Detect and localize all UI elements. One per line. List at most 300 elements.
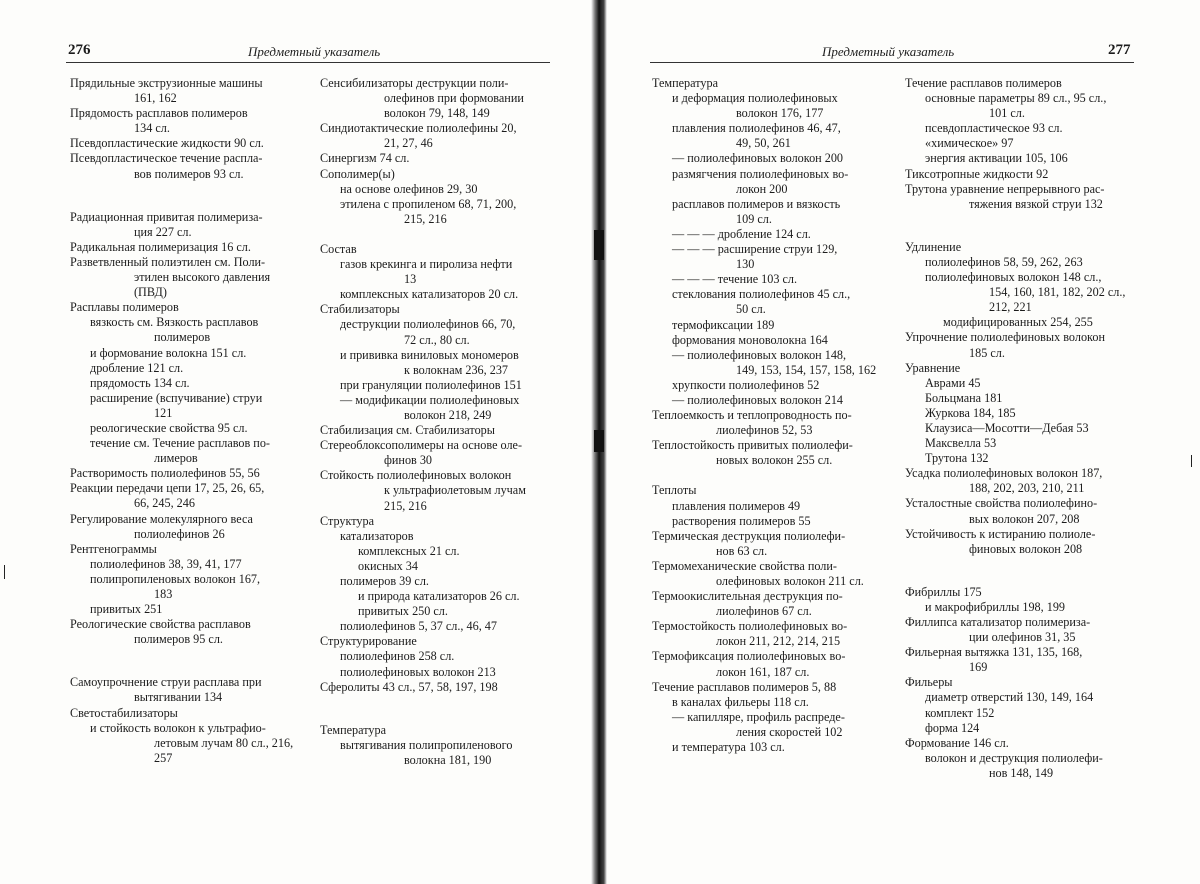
index-entry-line: хрупкости полиолефинов 52: [672, 377, 820, 392]
index-subentry: [652, 151, 892, 166]
index-entry-line: размягчения полиолефиновых во-: [672, 166, 849, 181]
index-entry: [70, 255, 302, 300]
index-entry-line: — капилляре, профиль распреде-: [672, 709, 845, 724]
index-subentry: [320, 317, 552, 347]
index-entry-line: основные параметры 89 сл., 95 сл.,: [925, 91, 1107, 106]
index-entry-line: и природа катализаторов 26 сл.: [358, 589, 520, 604]
index-subentry: [70, 376, 302, 391]
index-entry-line: ления скоростей 102: [736, 724, 843, 739]
index-entry-line: формования моноволокна 164: [672, 332, 828, 347]
index-entry: [652, 76, 892, 91]
index-entry-line: модифицированных 254, 255: [943, 315, 1093, 330]
index-subentry: [70, 721, 302, 766]
index-entry-line: 109 сл.: [736, 211, 772, 226]
index-entry-line: Формование 146 сл.: [905, 735, 1009, 750]
index-entry-line: Уравнение: [905, 360, 961, 375]
right-running-head: Предметный указатель: [822, 44, 955, 59]
index-entry-line: Псевдопластическое течение распла-: [70, 151, 263, 166]
index-subentry: [652, 287, 892, 317]
index-entry-line: — — — дробление 124 сл.: [672, 226, 811, 241]
index-entry: [905, 527, 1137, 557]
right-index-column-1: [652, 76, 892, 755]
index-subentry: [320, 182, 552, 197]
index-entry-line: диаметр отверстий 130, 149, 164: [925, 690, 1094, 705]
index-entry-line: к волокнам 236, 237: [404, 362, 509, 377]
index-entry-line: вытягивания полипропиленового: [340, 737, 513, 752]
index-entry: [70, 76, 302, 106]
index-entry-line: привитых 251: [90, 602, 163, 617]
index-entry-line: вытягивании 134: [134, 690, 223, 705]
entry-spacer: [905, 212, 1137, 240]
index-subentry: [320, 665, 552, 680]
index-entry: [70, 151, 302, 181]
index-entry: [70, 542, 302, 557]
index-entry-line: Удлинение: [905, 239, 962, 254]
index-entry-line: Усадка полиолефиновых волокон 187,: [905, 466, 1103, 481]
index-entry-line: 101 сл.: [989, 106, 1025, 121]
index-subentry: [70, 361, 302, 376]
index-entry-line: к ультрафиолетовым лучам: [384, 483, 526, 498]
index-subentry: [320, 649, 552, 664]
index-entry-line: Фильеры: [905, 675, 953, 690]
index-entry-line: катализаторов: [340, 528, 414, 543]
index-entry-line: ция 227 сл.: [134, 224, 192, 239]
index-entry-line: Термофиксация полиолефиновых во-: [652, 649, 846, 664]
index-entry-line: в каналах фильеры 118 сл.: [672, 694, 809, 709]
index-entry: [652, 649, 892, 679]
index-entry-line: Теплоты: [652, 483, 697, 498]
index-entry-line: полимеров 39 сл.: [340, 574, 429, 588]
index-entry-line: вых волокон 207, 208: [969, 511, 1080, 526]
index-entry-line: 134 сл.: [134, 121, 170, 136]
right-index-column-2: [905, 76, 1137, 781]
index-entry-line: газов крекинга и пиролиза нефти: [340, 257, 513, 272]
index-entry-line: волокон 176, 177: [736, 106, 824, 121]
index-entry-line: Структурирование: [320, 634, 417, 649]
index-entry-line: этилена с пропиленом 68, 71, 200,: [340, 196, 517, 211]
index-subentry: [652, 167, 892, 197]
index-subentry: [652, 514, 892, 529]
index-entry-line: Сенсибилизаторы деструкции поли-: [320, 76, 509, 90]
index-entry-line: Тиксотропные жидкости 92: [905, 166, 1049, 181]
index-entry-line: 185 сл.: [969, 345, 1005, 360]
index-entry: [905, 675, 1137, 690]
index-entry-line: Клаузиса—Мосотти—Дебая 53: [925, 420, 1089, 435]
index-subentry: [652, 197, 892, 227]
index-entry: [320, 514, 552, 529]
index-subentry: [320, 348, 552, 378]
index-entry-line: Реакции передачи цепи 17, 25, 26, 65,: [70, 481, 265, 496]
index-entry: [905, 736, 1137, 751]
index-entry-line: Фильерная вытяжка 131, 135, 168,: [905, 645, 1083, 660]
index-entry-line: Регулирование молекулярного веса: [70, 511, 253, 526]
index-entry-line: волокон 79, 148, 149: [384, 106, 490, 121]
index-subentry: [905, 706, 1137, 721]
index-entry: [320, 423, 552, 438]
index-subentry: [652, 227, 892, 242]
index-entry-line: локон 211, 212, 214, 215: [716, 634, 841, 649]
index-subentry: [905, 91, 1137, 121]
index-entry-line: локон 200: [736, 181, 788, 196]
index-subentry: [652, 740, 892, 755]
entry-spacer: [70, 182, 302, 210]
index-entry-line: лиолефинов 52, 53: [716, 423, 813, 438]
index-entry: [905, 330, 1137, 360]
index-entry-line: полиолефинов 5, 37 сл., 46, 47: [340, 619, 497, 634]
entry-spacer: [905, 557, 1137, 585]
index-entry-line: летовым лучам 80 сл., 216,: [154, 735, 294, 750]
index-subentry: [652, 695, 892, 710]
index-entry-line: и формование волокна 151 сл.: [90, 345, 247, 360]
index-entry-line: 50 сл.: [736, 302, 766, 317]
index-entry: [652, 589, 892, 619]
index-entry-line: Сополимер(ы): [320, 166, 395, 181]
index-entry: [320, 151, 552, 166]
index-subentry: [652, 393, 892, 408]
index-subentry: [320, 738, 552, 768]
entry-spacer: [320, 227, 552, 242]
index-entry-line: термофиксации 189: [672, 317, 775, 332]
index-entry-line: Филлипса катализатор полимериза-: [905, 615, 1091, 629]
index-entry: [320, 76, 552, 121]
index-subentry: [652, 272, 892, 287]
index-entry-line: Температура: [320, 722, 386, 737]
index-entry-line: Структура: [320, 513, 374, 528]
index-entry-line: Течение расплавов полимеров 5, 88: [652, 679, 837, 694]
index-entry: [70, 706, 302, 721]
index-entry-line: Прядомость расплавов полимеров: [70, 106, 248, 121]
index-entry: [320, 167, 552, 182]
index-entry-line: Растворимость полиолефинов 55, 56: [70, 466, 260, 481]
index-entry: [320, 302, 552, 317]
index-entry-line: растворения полимеров 55: [672, 513, 811, 528]
index-entry-line: прядомость 134 сл.: [90, 375, 190, 390]
index-entry-line: волокон 218, 249: [404, 407, 492, 422]
index-entry-line: 149, 153, 154, 157, 158, 162: [736, 362, 877, 377]
index-entry: [70, 512, 302, 542]
index-subentry: [320, 287, 552, 302]
index-entry-line: Термическая деструкция полиолефи-: [652, 528, 846, 543]
index-entry: [905, 585, 1137, 600]
index-entry-line: и температура 103 сл.: [672, 740, 785, 755]
index-entry-line: полимеров 95 сл.: [134, 632, 223, 647]
index-entry-line: Течение расплавов полимеров: [905, 76, 1062, 90]
left-index-column-2: [320, 76, 552, 768]
index-subentry: [652, 91, 892, 121]
index-entry-line: Термостойкость полиолефиновых во-: [652, 619, 848, 634]
index-entry-line: Самоупрочнение струи расплава при: [70, 675, 262, 690]
index-subentry: [320, 378, 552, 393]
index-entry: [70, 136, 302, 151]
index-entry-line: комплексных 21 сл.: [358, 543, 460, 558]
index-entry-line: «химическое» 97: [925, 136, 1014, 151]
index-entry: [905, 361, 1137, 376]
index-entry-line: — полиолефиновых волокон 148,: [672, 347, 847, 362]
index-subentry: [70, 346, 302, 361]
index-entry: [652, 559, 892, 589]
index-subentry: [320, 257, 552, 287]
index-entry-line: Упрочнение полиолефиновых волокон: [905, 330, 1105, 345]
index-subentry: [905, 436, 1137, 451]
index-subentry: [70, 436, 302, 466]
index-entry-line: олефиновых волокон 211 сл.: [716, 574, 864, 588]
index-subentry: [905, 600, 1137, 615]
index-entry-line: 13: [404, 272, 417, 287]
index-entry-line: комплексных катализаторов 20 сл.: [340, 287, 519, 302]
index-entry-line: и деформация полиолефиновых: [672, 91, 838, 106]
index-subentry: [320, 529, 552, 544]
index-entry-line: Стойкость полиолефиновых волокон: [320, 468, 512, 483]
index-entry: [320, 680, 552, 695]
index-subentry: [652, 121, 892, 151]
index-entry: [70, 617, 302, 647]
index-entry-line: Рентгенограммы: [70, 541, 157, 556]
index-subentry: [652, 242, 892, 272]
index-entry: [320, 438, 552, 468]
index-entry: [320, 634, 552, 649]
index-entry-line: нов 148, 149: [989, 765, 1054, 780]
index-entry-line: полиолефинов 258 сл.: [340, 649, 455, 664]
index-entry-line: Состав: [320, 241, 357, 256]
scan-artifact: [4, 565, 5, 579]
left-running-head: Предметный указатель: [248, 44, 381, 59]
index-entry-line: олефинов при формовании: [384, 91, 524, 106]
index-subentry: [70, 391, 302, 421]
index-entry-line: 257: [154, 750, 173, 765]
index-entry: [652, 408, 892, 438]
index-entry-line: и прививка виниловых мономеров: [340, 347, 519, 362]
index-entry-line: 161, 162: [134, 91, 177, 106]
index-entry: [652, 483, 892, 498]
index-entry-line: Теплоемкость и теплопроводность по-: [652, 408, 852, 423]
index-entry-line: форма 124: [925, 720, 980, 735]
index-entry-line: Теплостойкость привитых полиолефи-: [652, 438, 853, 453]
index-entry-line: (ПВД): [134, 285, 167, 300]
index-entry-line: деструкции полиолефинов 66, 70,: [340, 317, 516, 332]
index-entry-line: 21, 27, 46: [384, 136, 433, 151]
index-subentry: [905, 315, 1137, 330]
left-index-column-1: [70, 76, 302, 766]
index-entry-line: Стереоблоксополимеры на основе оле-: [320, 438, 523, 453]
index-entry-line: стеклования полиолефинов 45 сл.,: [672, 287, 851, 302]
index-subentry: [652, 710, 892, 740]
index-entry-line: 215, 216: [404, 211, 447, 226]
right-page: [600, 0, 1200, 884]
index-entry-line: полиолефинов 26: [134, 526, 225, 541]
index-entry-line: Температура: [652, 76, 718, 90]
index-subentry: [652, 318, 892, 333]
index-entry-line: энергия активации 105, 106: [925, 151, 1068, 166]
index-entry-line: окисных 34: [358, 558, 418, 573]
index-entry: [320, 723, 552, 738]
right-page-number: 277: [1108, 42, 1131, 58]
index-entry-line: полиолефиновых волокон 148 сл.,: [925, 270, 1102, 285]
index-entry: [905, 496, 1137, 526]
index-entry-line: привитых 250 сл.: [358, 604, 448, 619]
index-entry-line: вязкость см. Вязкость расплавов: [90, 315, 259, 330]
index-entry-line: Синдиотактические полиолефины 20,: [320, 121, 517, 136]
index-entry-line: Синергизм 74 сл.: [320, 151, 410, 166]
index-subentry: [652, 348, 892, 378]
index-subentry: [320, 619, 552, 634]
index-entry-line: вов полимеров 93 сл.: [134, 166, 244, 181]
index-subentry: [905, 751, 1137, 781]
index-entry-line: 121: [154, 405, 173, 420]
index-subentry: [320, 544, 552, 559]
index-entry-line: Светостабилизаторы: [70, 705, 178, 720]
index-subentry: [905, 270, 1137, 315]
index-entry-line: реологические свойства 95 сл.: [90, 420, 248, 435]
index-subentry: [320, 393, 552, 423]
index-entry-line: Усталостные свойства полиолефино-: [905, 496, 1098, 511]
left-page-number: 276: [68, 42, 91, 58]
index-entry: [70, 240, 302, 255]
index-entry-line: Термомеханические свойства поли-: [652, 558, 837, 573]
index-entry-line: 215, 216: [384, 498, 427, 513]
index-entry-line: расплавов полимеров и вязкость: [672, 196, 841, 211]
index-entry: [70, 466, 302, 481]
index-entry: [652, 529, 892, 559]
index-entry: [320, 242, 552, 257]
index-entry-line: и стойкость волокон к ультрафио-: [90, 720, 266, 735]
index-subentry: [905, 121, 1137, 136]
index-subentry: [905, 391, 1137, 406]
index-entry-line: локон 161, 187 сл.: [716, 664, 810, 679]
index-entry-line: полиолефинов 38, 39, 41, 177: [90, 556, 242, 571]
entry-spacer: [70, 647, 302, 675]
index-subentry: [652, 378, 892, 393]
index-entry: [652, 680, 892, 695]
index-entry-line: 183: [154, 587, 173, 601]
index-entry-line: ции олефинов 31, 35: [969, 630, 1076, 645]
index-entry: [905, 76, 1137, 91]
index-entry-line: тяжения вязкой струи 132: [969, 196, 1103, 211]
index-entry-line: при грануляции полиолефинов 151: [340, 377, 522, 392]
index-entry-line: полиолефинов 58, 59, 262, 263: [925, 254, 1083, 269]
index-subentry: [905, 451, 1137, 466]
index-entry-line: — полиолефиновых волокон 214: [672, 392, 844, 407]
index-entry-line: Фибриллы 175: [905, 584, 982, 599]
index-entry-line: — — — течение 103 сл.: [672, 272, 798, 287]
index-subentry: [905, 136, 1137, 151]
index-entry-line: Термоокислительная деструкция по-: [652, 589, 843, 604]
index-entry-line: Расплавы полимеров: [70, 300, 179, 315]
index-entry: [905, 615, 1137, 645]
index-subentry: [70, 602, 302, 617]
index-entry-line: 169: [969, 660, 988, 675]
index-entry: [70, 300, 302, 315]
index-entry: [652, 619, 892, 649]
index-entry-line: новых волокон 255 сл.: [716, 453, 833, 468]
index-entry-line: волокна 181, 190: [404, 752, 492, 767]
index-entry: [70, 675, 302, 705]
index-subentry: [905, 406, 1137, 421]
index-entry-line: полипропиленовых волокон 167,: [90, 571, 261, 586]
index-entry: [905, 167, 1137, 182]
index-entry-line: 72 сл., 80 сл.: [404, 332, 470, 347]
index-entry-line: Максвелла 53: [925, 436, 997, 451]
index-entry: [70, 481, 302, 511]
index-entry-line: Реологические свойства расплавов: [70, 617, 251, 632]
index-entry-line: Разветвленный полиэтилен см. Поли-: [70, 254, 266, 269]
index-entry-line: и макрофибриллы 198, 199: [925, 599, 1066, 614]
index-entry: [320, 121, 552, 151]
index-entry-line: Устойчивость к истиранию полиоле-: [905, 526, 1096, 541]
index-entry: [70, 106, 302, 136]
index-entry-line: лимеров: [154, 451, 198, 466]
entry-spacer: [652, 468, 892, 483]
index-entry: [652, 438, 892, 468]
index-entry-line: этилен высокого давления: [134, 270, 271, 285]
index-subentry: [320, 604, 552, 619]
index-entry-line: Стабилизаторы: [320, 302, 400, 317]
index-subentry: [652, 499, 892, 514]
index-entry-line: Трутона уравнение непрерывного рас-: [905, 181, 1105, 196]
entry-spacer: [320, 695, 552, 723]
index-subentry: [320, 589, 552, 604]
index-subentry: [905, 376, 1137, 391]
index-entry-line: расширение (вспучивание) струи: [90, 390, 263, 405]
index-entry-line: Стабилизация см. Стабилизаторы: [320, 423, 495, 438]
index-entry-line: — — — расширение струи 129,: [672, 242, 838, 257]
index-subentry: [320, 197, 552, 227]
index-entry-line: течение см. Течение расплавов по-: [90, 436, 270, 451]
index-entry-line: 49, 50, 261: [736, 136, 791, 151]
index-entry-line: 130: [736, 257, 755, 272]
index-entry-line: 212, 221: [989, 300, 1032, 315]
index-subentry: [70, 557, 302, 572]
index-entry-line: дробление 121 сл.: [90, 360, 184, 375]
index-entry: [320, 468, 552, 513]
index-entry-line: полимеров: [154, 330, 211, 345]
index-entry-line: нов 63 сл.: [716, 543, 768, 558]
index-entry-line: Журкова 184, 185: [925, 405, 1016, 420]
index-subentry: [905, 721, 1137, 736]
index-entry-line: Аврами 45: [925, 375, 981, 390]
index-entry-line: финовых волокон 208: [969, 541, 1083, 556]
index-entry-line: — модификации полиолефиновых: [340, 392, 520, 407]
index-entry: [905, 645, 1137, 675]
index-subentry: [320, 559, 552, 574]
index-entry-line: плавления полимеров 49: [672, 498, 801, 513]
index-subentry: [905, 421, 1137, 436]
index-entry-line: Трутона 132: [925, 451, 989, 466]
index-entry-line: — полиолефиновых волокон 200: [672, 151, 844, 166]
index-entry: [70, 210, 302, 240]
index-entry-line: Псевдопластические жидкости 90 сл.: [70, 136, 264, 151]
index-entry-line: на основе олефинов 29, 30: [340, 181, 478, 196]
index-entry-line: волокон и деструкция полиолефи-: [925, 750, 1103, 765]
index-subentry: [652, 333, 892, 348]
index-subentry: [905, 690, 1137, 705]
index-entry: [905, 240, 1137, 255]
index-entry-line: псевдопластическое 93 сл.: [925, 121, 1063, 136]
index-entry-line: Радикальная полимеризация 16 сл.: [70, 239, 251, 254]
index-entry-line: финов 30: [384, 453, 433, 468]
index-subentry: [70, 315, 302, 345]
index-entry-line: лиолефинов 67 сл.: [716, 604, 812, 619]
index-entry-line: Сферолиты 43 сл., 57, 58, 197, 198: [320, 679, 498, 694]
right-header-rule: [650, 62, 1134, 63]
index-entry-line: Больцмана 181: [925, 390, 1003, 405]
index-subentry: [70, 572, 302, 602]
index-entry-line: 154, 160, 181, 182, 202 сл.,: [989, 285, 1126, 300]
index-entry: [905, 182, 1137, 212]
index-subentry: [70, 421, 302, 436]
index-subentry: [905, 151, 1137, 166]
index-entry-line: плавления полиолефинов 46, 47,: [672, 121, 841, 136]
index-entry: [905, 466, 1137, 496]
